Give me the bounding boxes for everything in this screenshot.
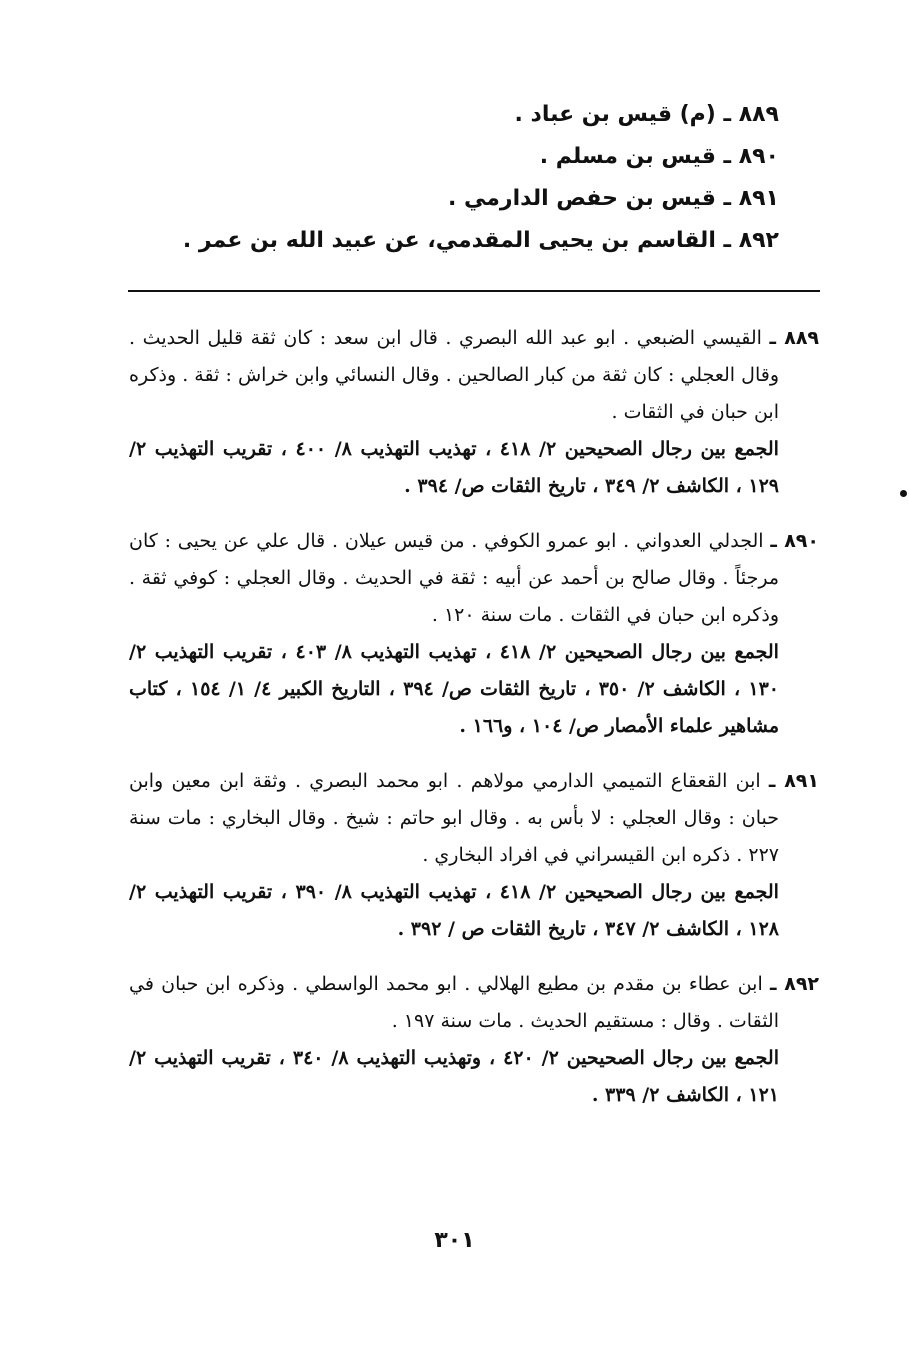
footnote-body: الجدلي العدواني . ابو عمرو الكوفي . من قيس عيلان . قال علي عن يحيى : كان مرجئاً . وقال صالح بن أحمد عن أبيه : ثقة في الحديث . وقال العجلي : كوفي ثقة . وذكره ابن حبان في الثقات . مات سنة ١٢٠ .	[129, 530, 779, 626]
footnote-body: القيسي الضبعي . ابو عبد الله البصري . قال ابن سعد : كان ثقة قليل الحديث . وقال العجلي : كان ثقة من كبار الصالحين . وقال النسائي وابن خراش : ثقة . وذكره ابن حبان في الثقات .	[129, 327, 779, 423]
footnote-889	[129, 320, 819, 505]
footnote-references: الجمع بين رجال الصحيحين ٢/ ٤١٨ ، تهذيب التهذيب ٨/ ٣٩٠ ، تقريب التهذيب ٢/ ١٢٨ ، الكاشف ٢/ ٣٤٧ ، تاريخ الثقات ص / ٣٩٢ .	[129, 881, 779, 940]
footnote-references: الجمع بين رجال الصحيحين ٢/ ٤٢٠ ، وتهذيب التهذيب ٨/ ٣٤٠ ، تقريب التهذيب ٢/ ١٢١ ، الكاشف ٢/ ٣٣٩ .	[129, 1047, 779, 1106]
footnote-number: ٨٩٠ ـ	[770, 530, 819, 552]
page-number: ٣٠١	[434, 1228, 475, 1253]
footnote-891	[129, 763, 819, 948]
footnote-body: ابن القعقاع التميمي الدارمي مولاهم . ابو محمد البصري . وثقة ابن معين وابن حبان : وقال العجلي : لا بأس به . وقال ابو حاتم : شيخ . وقال البخاري : مات سنة ٢٢٧ . ذكره ابن القيسراني في افراد البخاري .	[129, 770, 779, 866]
footnote-text	[129, 320, 819, 431]
footnote-body: ابن عطاء بن مقدم بن مطيع الهلالي . ابو محمد الواسطي . وذكره ابن حبان في الثقات . وقال : مستقيم الحديث . مات سنة ١٩٧ .	[129, 973, 779, 1032]
footnote-890	[129, 523, 819, 745]
margin-ink-dot	[900, 490, 907, 497]
footnote-references: الجمع بين رجال الصحيحين ٢/ ٤١٨ ، تهذيب التهذيب ٨/ ٤٠٣ ، تقريب التهذيب ٢/ ١٣٠ ، الكاشف ٢/ ٣٥٠ ، تاريخ الثقات ص/ ٣٩٤ ، التاريخ الكبير ٤/ ١/ ١٥٤ ، كتاب مشاهير علماء الأمصار ص/ ١٠٤ ، و١٦٦ .	[129, 641, 779, 737]
entry-headings	[182, 94, 779, 262]
footnotes	[129, 320, 819, 1132]
footnote-text	[129, 523, 819, 634]
footnote-text	[129, 966, 819, 1040]
footnote-number: ٨٨٩ ـ	[769, 327, 820, 349]
footnote-text	[129, 763, 819, 874]
heading-891: ٨٩١ ـ قيس بن حفص الدارمي .	[448, 186, 779, 211]
heading-892: ٨٩٢ ـ القاسم بن يحيى المقدمي، عن عبيد الله بن عمر .	[182, 228, 779, 253]
footnote-number: ٨٩١ ـ	[768, 770, 819, 792]
heading-889: ٨٨٩ ـ (م) قيس بن عباد .	[514, 102, 779, 127]
heading-890: ٨٩٠ ـ قيس بن مسلم .	[539, 144, 779, 169]
footnote-divider	[128, 290, 820, 292]
footnote-references: الجمع بين رجال الصحيحين ٢/ ٤١٨ ، تهذيب التهذيب ٨/ ٤٠٠ ، تقريب التهذيب ٢/ ١٢٩ ، الكاشف ٢/ ٣٤٩ ، تاريخ الثقات ص/ ٣٩٤ .	[129, 438, 779, 497]
footnote-892	[129, 966, 819, 1114]
footnote-number: ٨٩٢ ـ	[769, 973, 820, 995]
